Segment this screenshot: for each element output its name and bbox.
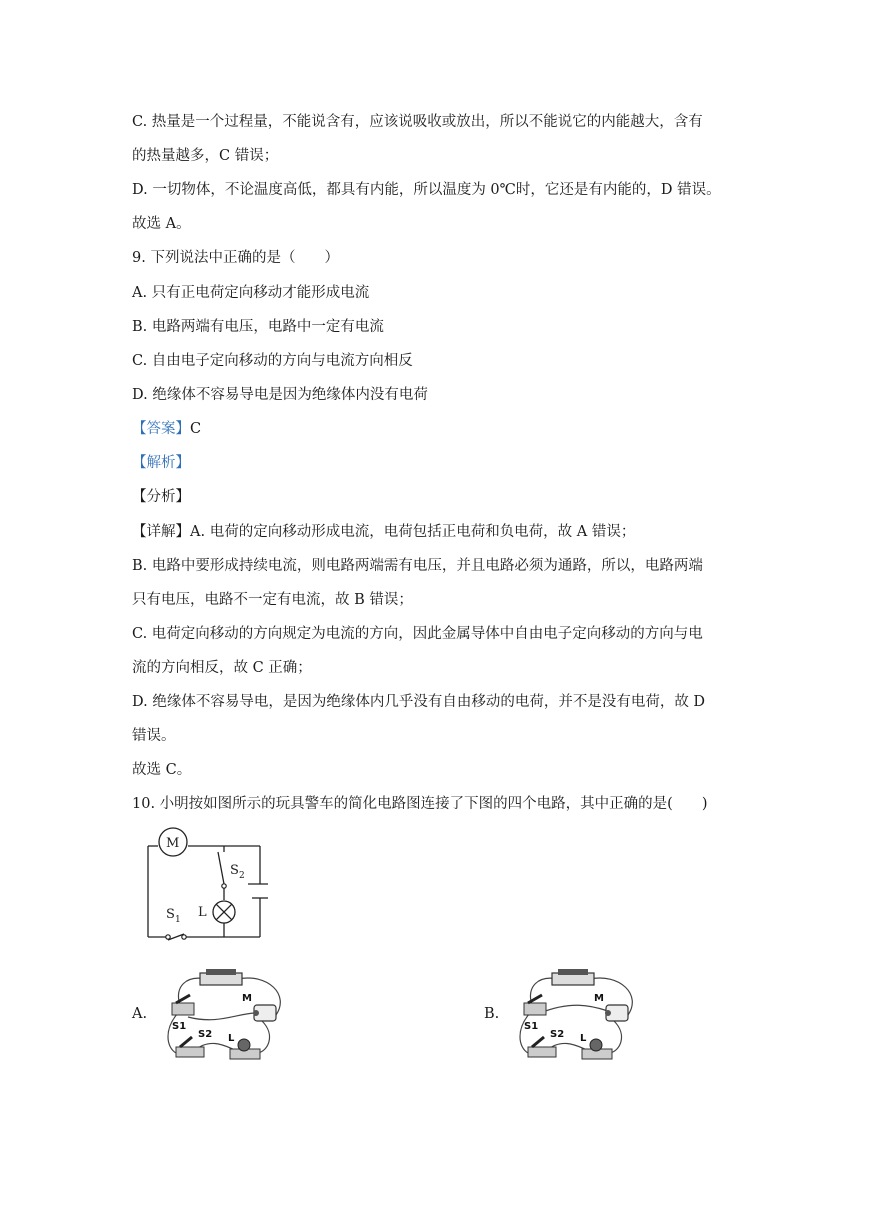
question-9-option-a: A. 只有正电荷定向移动才能形成电流	[132, 285, 370, 301]
switch-2-subscript: 2	[239, 871, 245, 881]
option-a-label: A.	[132, 1006, 148, 1022]
detail-line-6: D. 绝缘体不容易导电，是因为绝缘体内几乎没有自由移动的电荷，并不是没有电荷，故 D	[132, 694, 706, 710]
detail-line-2: B. 电路中要形成持续电流，则电路两端需有电压，并且电路必须为通路，所以，电路两端	[132, 558, 703, 574]
conclusion-line: 故选 C。	[132, 762, 192, 778]
option-b-label: B.	[484, 1006, 500, 1022]
option-a-photo	[158, 965, 294, 1069]
option-b-s2-label: S2	[550, 1029, 565, 1040]
answer-tag: 【答案】	[132, 421, 190, 437]
option-b-motor-label: M	[594, 993, 604, 1004]
analysis-heading: 【分析】	[132, 489, 190, 505]
switch-1-label: S	[166, 907, 175, 922]
text-line-3: D. 一切物体，不论温度高低，都具有内能，所以温度为 0℃时，它还是有内能的，D 错误。	[132, 182, 721, 198]
analysis-tag: 【解析】	[132, 455, 190, 471]
question-9-option-d: D. 绝缘体不容易导电是因为绝缘体内没有电荷	[132, 387, 428, 403]
text-line-2: 的热量越多，C 错误；	[132, 148, 279, 164]
analysis-line	[132, 453, 190, 473]
lamp-label: L	[198, 905, 207, 920]
detail-line-5: 流的方向相反，故 C 正确；	[132, 660, 312, 676]
circuit-diagram	[140, 826, 268, 944]
question-9-option-c: C. 自由电子定向移动的方向与电流方向相反	[132, 353, 413, 369]
detail-line-1: 【详解】A. 电荷的定向移动形成电流，电荷包括正电荷和负电荷，故 A 错误；	[132, 524, 636, 540]
option-a-s2-label: S2	[198, 1029, 213, 1040]
option-a-s1-label: S1	[172, 1021, 187, 1032]
answer-line	[132, 419, 201, 439]
text-line-1: C. 热量是一个过程量，不能说含有，应该说吸收或放出，所以不能说它的内能越大，含有	[132, 114, 703, 130]
question-9-option-b: B. 电路两端有电压，电路中一定有电流	[132, 319, 384, 335]
option-b-photo	[510, 965, 646, 1069]
option-b-s1-label: S1	[524, 1021, 539, 1032]
detail-line-3: 只有电压，电路不一定有电流，故 B 错误；	[132, 592, 413, 608]
question-9-stem: 9. 下列说法中正确的是（ ）	[132, 250, 339, 266]
switch-2-label: S	[230, 863, 239, 878]
switch-1-subscript: 1	[175, 915, 181, 925]
detail-line-4: C. 电荷定向移动的方向规定为电流的方向，因此金属导体中自由电子定向移动的方向与电	[132, 626, 703, 642]
motor-label: M	[166, 836, 180, 851]
option-b-lamp-label: L	[580, 1033, 587, 1044]
option-a-motor-label: M	[242, 993, 252, 1004]
question-10-stem: 10. 小明按如图所示的玩具警车的简化电路图连接了下图的四个电路，其中正确的是( )	[132, 796, 708, 812]
detail-line-7: 错误。	[132, 728, 176, 744]
option-a-lamp-label: L	[228, 1033, 235, 1044]
answer-value: C	[190, 421, 202, 437]
text-line-4: 故选 A。	[132, 216, 191, 232]
